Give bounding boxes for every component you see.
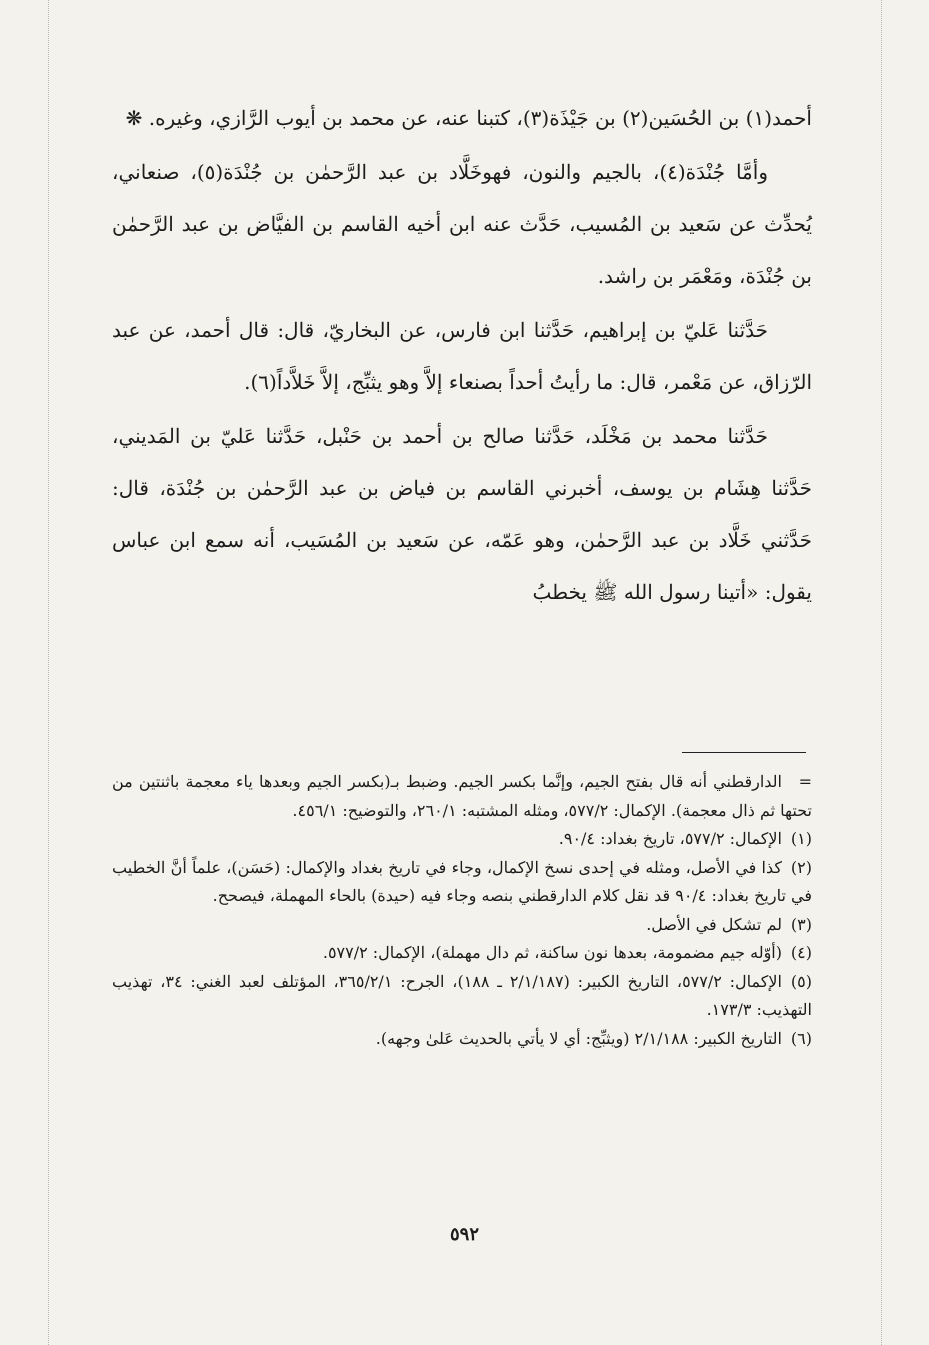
paragraph-3: حَدَّثنا عَليّ بن إبراهيم، حَدَّثنا ابن فارس، عن البخاريّ، قال: قال أحمد، عن عبد الرّزاق، عن مَعْمر، قال: ما رأيتُ أحداً بصنعاء إلاَّ وهو يثبِّج، إلاَّ خَلاَّداً(٦). (112, 318, 812, 394)
page-edge-right (881, 0, 882, 1345)
footnote-continuation-text: الدارقطني أنه قال بفتح الجيم، وإنَّما بكسر الجيم. وضبط بـ(بكسر الجيم وبعدها ياء معجمة باثنتين من تحتها ثم ذال معجمة). الإكمال: ٥٧٧/٢، ومثله المشتبه: ٢٦٠/١، والتوضيح: ٤٥٦/١. (112, 772, 812, 820)
page-edge-left (48, 0, 49, 1345)
footnote-separator (682, 752, 806, 753)
footnote-number: (٣) (790, 914, 812, 934)
paragraph-2: وأمَّا جُنْدَة(٤)، بالجيم والنون، فهوخَلَّاد بن عبد الرَّحمٰن بن جُنْدَة(٥)، صنعاني، يُحدِّث عن سَعيد بن المُسيب، حَدَّث عنه ابن أخيه القاسم بن الفيَّاض بن عبد الرَّحمٰن بن جُنْدَة، ومَعْمَر بن راشد. (112, 160, 812, 288)
footnote-number: (٥) (790, 971, 812, 991)
footnote-number: (٢) (790, 857, 812, 877)
continuation-mark: = (798, 772, 812, 791)
footnote-text: الإكمال: ٥٧٧/٢، تاريخ بغداد: ٩٠/٤. (558, 829, 782, 848)
page-number: ٥٩٢ (449, 1224, 479, 1245)
footnote-3 (112, 911, 812, 940)
footnote-text: لم تشكل في الأصل. (646, 914, 782, 934)
footnote-number: (١) (790, 829, 812, 848)
footnote-text: كذا في الأصل، ومثله في إحدى نسخ الإكمال، وجاء في تاريخ بغداد والإكمال: (حَسَن)، علماً أنَّ الخطيب في تاريخ بغداد: ٩٠/٤ قد نقل كلام الدارقطني بنصه وجاء فيه (حيدة) بالحاء المهملة، فيصحح. (112, 857, 812, 905)
paragraph-4: حَدَّثنا محمد بن مَخْلَد، حَدَّثنا صالح بن أحمد بن حَنْبل، حَدَّثنا عَليّ بن المَديني، حَدَّثنا هِشَام بن يوسف، أخبرني القاسم بن فياض بن عبد الرَّحمٰن بن جُنْدَة، قال: حَدَّثني خَلَّاد بن عبد الرَّحمٰن، وهو عَمّه، عن سَعيد بن المُسَيب، أنه سمع ابن عباس يقول: «أتينا رسول الله ﷺ يخطبُ (112, 424, 812, 604)
main-text (112, 92, 812, 618)
footnote-5 (112, 968, 812, 1025)
paragraph-1: أحمد(١) بن الحُسَين(٢) بن جَيْذَة(٣)، كتبنا عنه، عن محمد بن أيوب الرَّازي، وغيره. ❋ (125, 106, 812, 130)
footnote-text: التاريخ الكبير: ٢/١/١٨٨ (ويثبِّج: أي لا يأتي بالحديث عَلىٰ وجهه). (375, 1028, 782, 1048)
footnote-2 (112, 854, 812, 911)
footnote-text: الإكمال: ٥٧٧/٢، التاريخ الكبير: (٢/١/١٨٧ ـ ١٨٨)، الجرح: ٣٦٥/٢/١، المؤتلف لعبد الغني: ٣٤، تهذيب التهذيب: ١٧٣/٣. (112, 971, 812, 1019)
footnote-number: (٦) (790, 1028, 812, 1048)
footnote-continuation (112, 768, 812, 825)
footnote-4 (112, 939, 812, 968)
footnote-1 (112, 825, 812, 854)
footnotes (112, 768, 812, 1053)
footnote-text: (أوّله جيم مضمومة، بعدها نون ساكنة، ثم دال مهملة)، الإكمال: ٥٧٧/٢. (322, 943, 782, 962)
footnote-6 (112, 1025, 812, 1054)
footnote-number: (٤) (790, 943, 812, 962)
